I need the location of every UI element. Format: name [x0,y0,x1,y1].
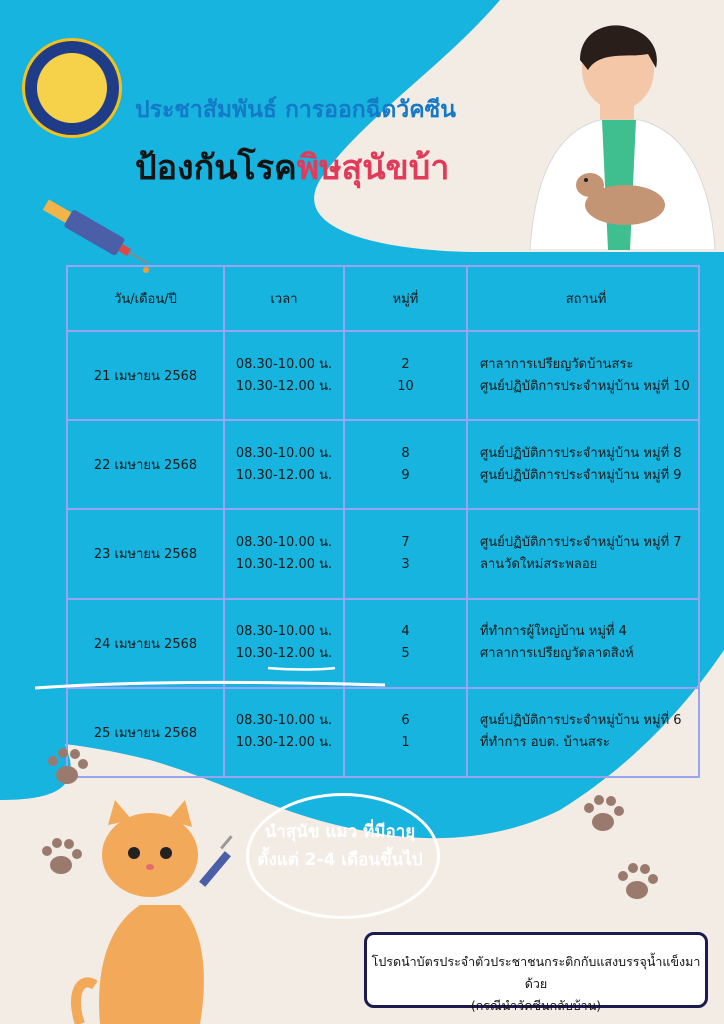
table-header-row [67,266,699,331]
date-cell: 22 เมษายน 2568 [67,420,224,509]
time-cell: 08.30-10.00 น. 10.30-12.00 น. [224,331,344,420]
notice-line1: โปรดนำบัตรประจำตัวประชาชนกระติกกับแสงบรรจุน้ำแข็งมาด้วย [371,954,701,991]
notice-box [364,932,708,1013]
header-time: เวลา [224,266,344,331]
table-row [67,331,699,420]
time-cell: 08.30-10.00 น. 10.30-12.00 น. [224,420,344,509]
time-cell: 08.30-10.00 น. 10.30-12.00 น. [224,688,344,777]
time-cell: 08.30-10.00 น. 10.30-12.00 น. [224,599,344,688]
bubble-line2: ตั้งแต่ 2-4 เดือนขึ้นไป [257,850,423,870]
paw-print-icon [42,745,92,790]
schedule-table [66,265,700,778]
place-cell: ศูนย์ปฏิบัติการประจำหมู่บ้าน หมู่ที่ 8 ศูนย์ปฏิบัติการประจำหมู่บ้าน หมู่ที่ 9 [467,420,699,509]
vet-holding-dog-illustration [520,20,720,250]
date-cell: 21 เมษายน 2568 [67,331,224,420]
place-cell: ศูนย์ปฏิบัติการประจำหมู่บ้าน หมู่ที่ 7 ลานวัดใหม่สระพลอย [467,509,699,598]
temple-emblem-icon [37,53,107,123]
table-row [67,509,699,598]
title-red-part: พิษสุนัขบ้า [296,148,450,188]
village-cell: 2 10 [344,331,467,420]
table-row [67,688,699,777]
title-black-part: ป้องกันโรค [135,148,297,188]
village-cell: 4 5 [344,599,467,688]
header-place: สถานที่ [467,266,699,331]
village-cell: 8 9 [344,420,467,509]
place-cell: ที่ทำการผู้ใหญ่บ้าน หมู่ที่ 4 ศาลาการเปรียญวัดลาดสิงห์ [467,599,699,688]
municipal-seal-icon [22,38,122,138]
speech-bubble-text [246,818,434,874]
place-cell: ศาลาการเปรียญวัดบ้านสระ ศูนย์ปฏิบัติการประจำหมู่บ้าน หมู่ที่ 10 [467,331,699,420]
header-village: หมู่ที่ [344,266,467,331]
place-cell: ศูนย์ปฏิบัติการประจำหมู่บ้าน หมู่ที่ 6 ที่ทำการ อบต. บ้านสระ [467,688,699,777]
table-row [67,420,699,509]
cat-with-syringe-illustration [60,795,250,1024]
brush-stroke-decoration [30,660,390,690]
date-cell: 25 เมษายน 2568 [67,688,224,777]
village-cell: 7 3 [344,509,467,598]
page-title-line1: ประชาสัมพันธ์ การออกฉีดวัคซีน [135,97,456,123]
date-cell: 23 เมษายน 2568 [67,509,224,598]
page-title-line2 [135,140,449,194]
village-cell: 6 1 [344,688,467,777]
bubble-line1: นำสุนัข แมว ที่มีอายุ [264,822,416,842]
paw-print-icon [578,792,628,837]
header-date: วัน/เดือน/ปี [67,266,224,331]
notice-line2: (กรณีนำวัคซีนกลับบ้าน) [470,998,602,1013]
time-cell: 08.30-10.00 น. 10.30-12.00 น. [224,509,344,598]
paw-print-icon [612,860,662,905]
date-cell: 24 เมษายน 2568 [67,599,224,688]
